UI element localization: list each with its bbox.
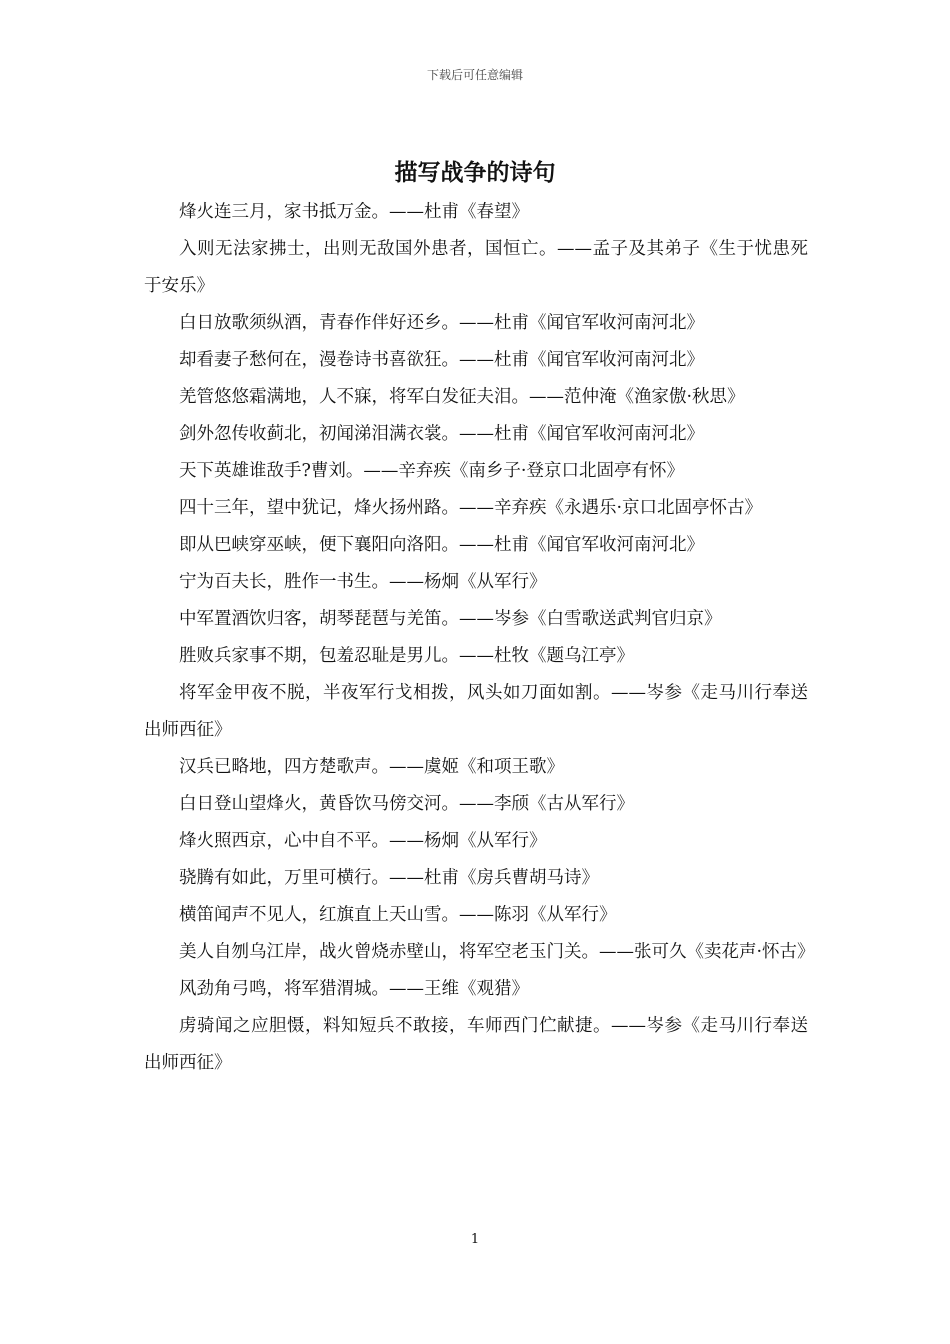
- page-header: 下载后可任意编辑: [426, 68, 523, 82]
- document-title: 描写战争的诗句: [394, 160, 556, 186]
- poem-line: 白日放歌须纵酒，青春作伴好还乡。——杜甫《闻官军收河南河北》: [179, 313, 704, 333]
- poem-line: 即从巴峡穿巫峡，便下襄阳向洛阳。——杜甫《闻官军收河南河北》: [179, 535, 704, 555]
- poem-line: 横笛闻声不见人，红旗直上天山雪。——陈羽《从军行》: [179, 905, 617, 925]
- poem-line: 剑外忽传收蓟北，初闻涕泪满衣裳。——杜甫《闻官军收河南河北》: [179, 424, 704, 444]
- poem-line: 骁腾有如此，万里可横行。——杜甫《房兵曹胡马诗》: [179, 868, 599, 888]
- page-number: 1: [470, 1232, 480, 1247]
- poem-line: 胜败兵家事不期，包羞忍耻是男儿。——杜牧《题乌江亭》: [179, 646, 634, 666]
- poem-line: 烽火连三月，家书抵万金。——杜甫《春望》: [179, 202, 529, 222]
- poem-line: 中军置酒饮归客，胡琴琵琶与羌笛。——岑参《白雪歌送武判官归京》: [179, 609, 722, 629]
- poem-line: 白日登山望烽火，黄昏饮马傍交河。——李颀《古从军行》: [179, 794, 634, 814]
- poem-line: 虏骑闻之应胆慑，料知短兵不敢接，车师西门伫献捷。——岑参《走马川行奉送出师西征》: [144, 1016, 808, 1073]
- poem-line: 入则无法家拂士，出则无敌国外患者，国恒亡。——孟子及其弟子《生于忧患死于安乐》: [144, 239, 808, 296]
- poem-line: 风劲角弓鸣，将军猎渭城。——王维《观猎》: [179, 979, 529, 999]
- poem-line: 天下英雄谁敌手?曹刘。——辛弃疾《南乡子·登京口北固亭有怀》: [179, 461, 684, 481]
- poem-line: 汉兵已略地，四方楚歌声。——虞姬《和项王歌》: [179, 757, 564, 777]
- poem-line: 四十三年，望中犹记，烽火扬州路。——辛弃疾《永遇乐·京口北固亭怀古》: [179, 498, 763, 518]
- document-body: [144, 194, 815, 1082]
- poem-line: 将军金甲夜不脱，半夜军行戈相拨，风头如刀面如割。——岑参《走马川行奉送出师西征》: [144, 683, 808, 740]
- poem-line: 烽火照西京，心中自不平。——杨炯《从军行》: [179, 831, 547, 851]
- poem-line: 宁为百夫长，胜作一书生。——杨炯《从军行》: [179, 572, 547, 592]
- poem-line: 美人自刎乌江岸，战火曾烧赤壁山，将军空老玉门关。——张可久《卖花声·怀古》: [179, 942, 815, 962]
- poem-line: 羌管悠悠霜满地，人不寐，将军白发征夫泪。——范仲淹《渔家傲·秋思》: [179, 387, 745, 407]
- poem-line: 却看妻子愁何在，漫卷诗书喜欲狂。——杜甫《闻官军收河南河北》: [179, 350, 704, 370]
